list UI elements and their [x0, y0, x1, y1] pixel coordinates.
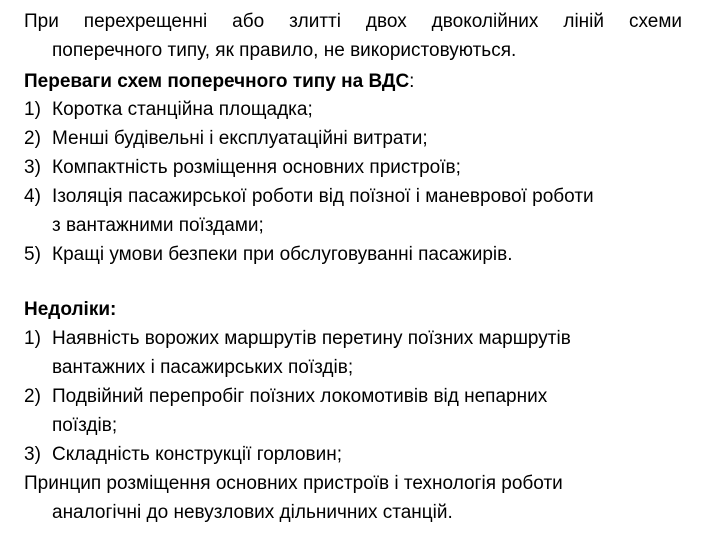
disadvantage-2-text-line-2: поїздів;	[52, 415, 118, 436]
advantage-3-text: Компактність розміщення основних пристроїв;	[52, 157, 461, 178]
intro-line-1: При перехрещенні або злитті двох двоколійних ліній схеми	[24, 11, 682, 32]
disadvantages-heading: Недоліки:	[24, 299, 117, 320]
disadvantage-1-text-line-1: Наявність ворожих маршрутів перетину поїзних маршрутів	[52, 328, 571, 349]
advantages-heading-colon: :	[409, 71, 415, 92]
disadvantage-1-number: 1)	[24, 328, 41, 349]
advantage-2-number: 2)	[24, 128, 41, 149]
advantage-4-text-line-1: Ізоляція пасажирської роботи від поїзної і маневрової роботи	[52, 186, 594, 207]
disadvantage-2-number: 2)	[24, 386, 41, 407]
advantage-5-text: Кращі умови безпеки при обслуговуванні пасажирів.	[52, 244, 513, 265]
disadvantage-1-text-line-2: вантажних і пасажирських поїздів;	[52, 357, 354, 378]
disadvantage-3-number: 3)	[24, 444, 41, 465]
advantage-1-number: 1)	[24, 99, 41, 120]
advantages-heading-text: Переваги схем поперечного типу на ВДС	[24, 71, 410, 92]
closing-line-2: аналогічні до невузлових дільничних станцій.	[52, 502, 453, 523]
disadvantage-3-text: Складність конструкції горловин;	[52, 444, 343, 465]
advantage-5-number: 5)	[24, 244, 41, 265]
advantage-4-number: 4)	[24, 186, 41, 207]
advantage-1-text: Коротка станційна площадка;	[52, 99, 313, 120]
disadvantage-2-text-line-1: Подвійний перепробіг поїзних локомотивів від непарних	[52, 386, 548, 407]
advantages-heading	[24, 69, 414, 95]
advantage-2-text: Менші будівельні і експлуатаційні витрати;	[52, 128, 428, 149]
advantage-4-text-line-2: з вантажними поїздами;	[52, 215, 264, 236]
intro-line-2: поперечного типу, як правило, не використовуються.	[52, 40, 517, 61]
closing-line-1: Принцип розміщення основних пристроїв і технологія роботи	[24, 473, 563, 494]
advantage-3-number: 3)	[24, 157, 41, 178]
